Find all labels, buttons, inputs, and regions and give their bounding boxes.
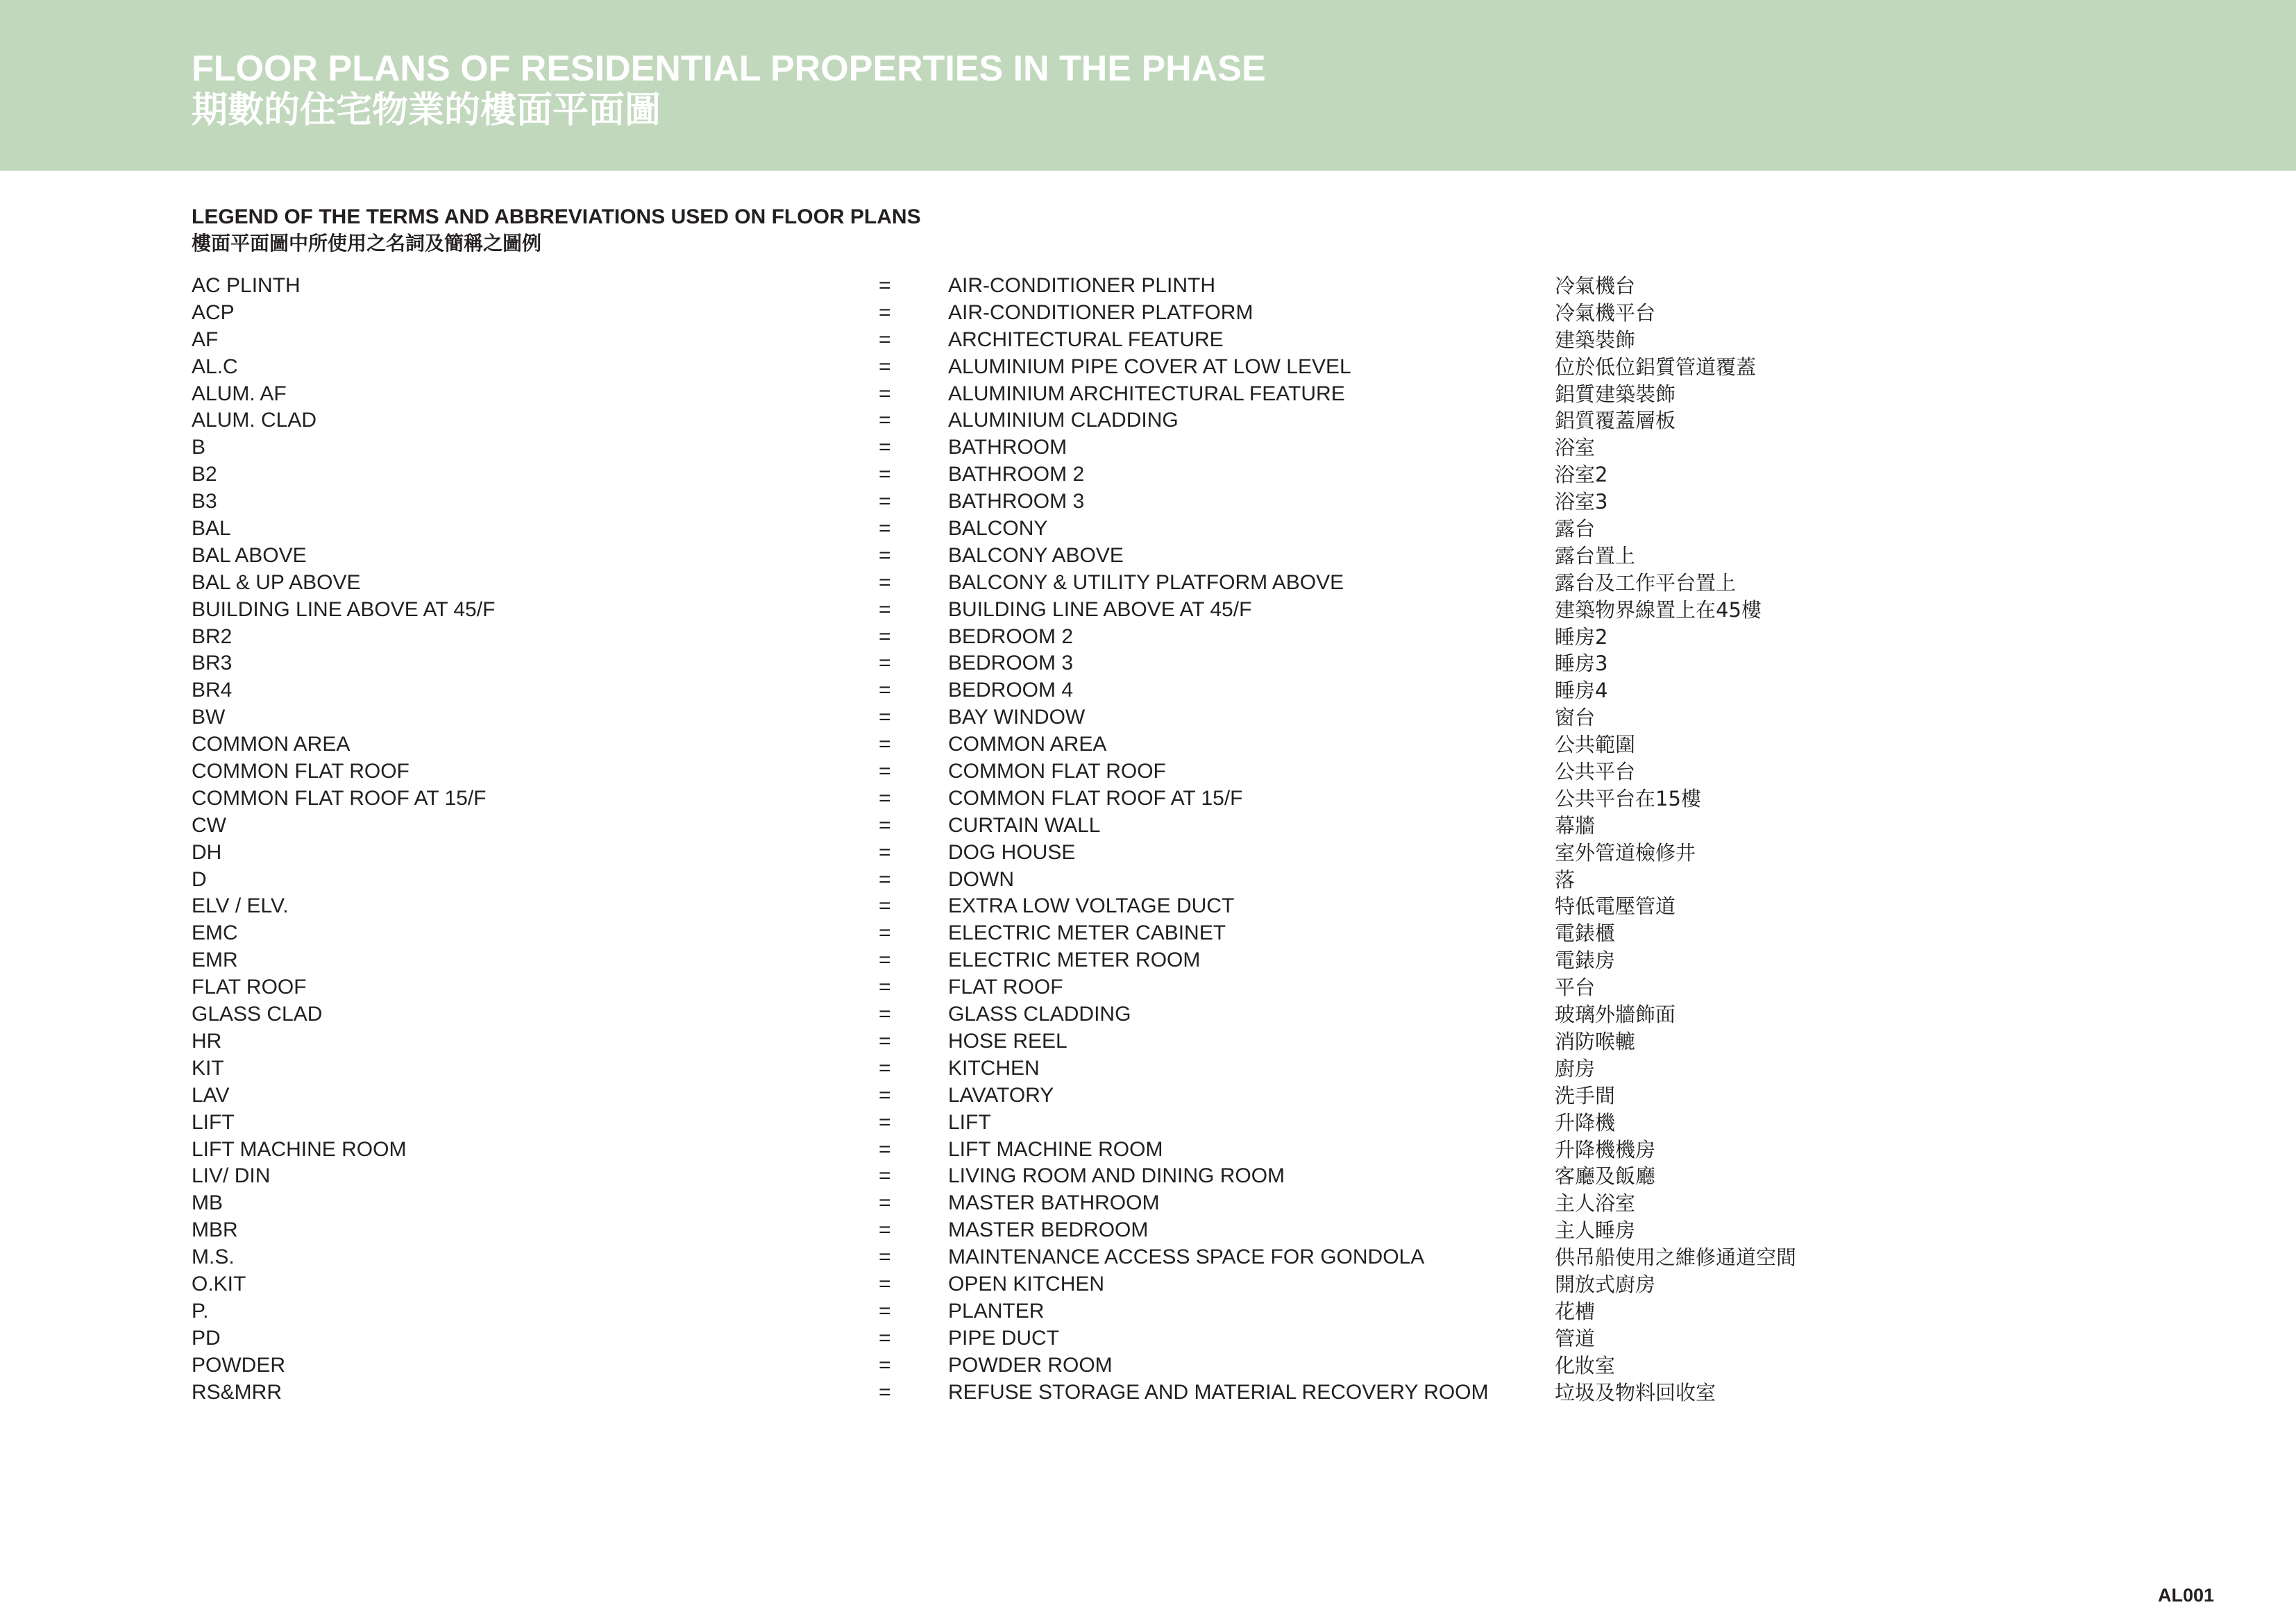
legend-term-english: COMMON FLAT ROOF AT 15/F [948,786,1243,810]
legend-term-english: BUILDING LINE ABOVE AT 45/F [948,597,1252,621]
legend-row [192,434,2204,461]
legend-term-english: CURTAIN WALL [948,813,1101,837]
legend-equals-sign: = [879,679,891,702]
legend-equals-sign: = [879,624,891,648]
legend-term-english: BATHROOM [948,436,1067,459]
legend-row [192,488,2204,516]
legend-equals-sign: = [879,921,891,945]
legend-abbreviation: B [192,436,206,459]
legend-row [192,597,2204,624]
legend-equals-sign: = [879,463,891,486]
legend-term-english: BEDROOM 3 [948,652,1074,675]
legend-row [192,650,2204,677]
legend-term-english: BALCONY & UTILITY PLATFORM ABOVE [948,570,1344,594]
legend-term-english: PIPE DUCT [948,1326,1060,1350]
legend-term-chinese: 室外管道檢修井 [1555,840,1696,865]
legend-term-english: MASTER BATHROOM [948,1191,1160,1215]
legend-row [192,974,2204,1001]
legend-term-english: BEDROOM 4 [948,679,1074,702]
legend-equals-sign: = [879,1299,891,1323]
legend-row [192,1325,2204,1352]
legend-term-chinese: 主人睡房 [1555,1218,1636,1243]
legend-term-chinese: 升降機 [1555,1110,1616,1135]
legend-equals-sign: = [879,840,891,864]
legend-abbreviation: B3 [192,490,217,513]
legend-equals-sign: = [879,409,891,432]
legend-abbreviation: HR [192,1029,222,1053]
legend-equals-sign: = [879,1191,891,1215]
legend-equals-sign: = [879,813,891,837]
legend-term-chinese: 平台 [1555,976,1596,1000]
legend-equals-sign: = [879,543,891,567]
legend-term-english: BATHROOM 3 [948,490,1085,513]
legend-row [192,1110,2204,1137]
legend-abbreviation: D [192,867,207,891]
legend-row [192,813,2204,840]
legend-term-chinese: 垃圾及物料回收室 [1555,1380,1716,1404]
legend-equals-sign: = [879,733,891,756]
legend-term-chinese: 玻璃外牆飾面 [1555,1003,1676,1027]
legend-row [192,1379,2204,1407]
legend-term-chinese: 廚房 [1555,1056,1596,1080]
legend-term-chinese: 睡房4 [1555,679,1608,703]
legend-row [192,1137,2204,1164]
legend-abbreviation: BUILDING LINE ABOVE AT 45/F [192,597,496,621]
legend-heading: LEGEND OF THE TERMS AND ABBREVIATIONS USED ON FLOOR PLANS [192,205,921,228]
legend-term-chinese: 鋁質覆蓋層板 [1555,409,1676,433]
legend-term-english: AIR-CONDITIONER PLINTH [948,274,1216,297]
legend-equals-sign: = [879,652,891,675]
legend-term-chinese: 電錶櫃 [1555,921,1616,946]
legend-term-chinese: 露台及工作平台置上 [1555,570,1737,595]
legend-equals-sign: = [879,1137,891,1161]
legend-row [192,920,2204,947]
legend-equals-sign: = [879,1246,891,1269]
legend-row [192,1082,2204,1110]
legend-term-english: COMMON AREA [948,733,1107,756]
legend-abbreviation: GLASS CLAD [192,1003,323,1026]
legend-abbreviation: M.S. [192,1246,235,1269]
legend-term-chinese: 冷氣機平台 [1555,300,1656,325]
legend-term-chinese: 位於低位鋁質管道覆蓋 [1555,355,1757,379]
legend-abbreviation: BR3 [192,652,233,675]
legend-equals-sign: = [879,1003,891,1026]
legend-abbreviation: EMC [192,921,238,945]
legend-equals-sign: = [879,300,891,324]
legend-abbreviation: P. [192,1299,209,1323]
legend-abbreviation: COMMON FLAT ROOF [192,760,410,783]
legend-term-chinese: 睡房2 [1555,624,1608,649]
legend-equals-sign: = [879,894,891,918]
legend-term-english: DOG HOUSE [948,840,1076,864]
legend-equals-sign: = [879,786,891,810]
legend-abbreviation: CW [192,813,226,837]
legend-term-chinese: 洗手間 [1555,1083,1616,1107]
legend-term-chinese: 建築物界線置上在45樓 [1555,597,1762,622]
legend-term-chinese: 化妝室 [1555,1353,1616,1377]
legend-row [192,543,2204,570]
legend-equals-sign: = [879,382,891,405]
legend-row [192,327,2204,354]
legend-term-chinese: 浴室 [1555,436,1596,460]
legend-abbreviation: LAV [192,1083,230,1107]
legend-abbreviation: BR4 [192,679,233,702]
legend-row [192,893,2204,920]
legend-row [192,624,2204,651]
legend-term-english: KITCHEN [948,1056,1040,1080]
legend-abbreviation: ACP [192,300,235,324]
legend-abbreviation: LIFT MACHINE ROOM [192,1137,407,1161]
legend-row [192,300,2204,327]
legend-row [192,1352,2204,1379]
legend-term-chinese: 公共範圍 [1555,733,1636,757]
legend-term-english: ELECTRIC METER ROOM [948,949,1201,972]
legend-term-chinese: 露台置上 [1555,543,1636,568]
legend-equals-sign: = [879,1029,891,1053]
legend-equals-sign: = [879,570,891,594]
legend-row [192,1190,2204,1217]
legend-equals-sign: = [879,706,891,729]
legend-term-english: ELECTRIC METER CABINET [948,921,1226,945]
legend-equals-sign: = [879,760,891,783]
legend-term-chinese: 電錶房 [1555,949,1616,973]
legend-term-chinese: 落 [1555,867,1576,892]
legend-equals-sign: = [879,436,891,459]
legend-term-english: GLASS CLADDING [948,1003,1131,1026]
legend-equals-sign: = [879,517,891,541]
legend-abbreviation: B2 [192,463,217,486]
legend-row [192,273,2204,300]
legend-abbreviation: BW [192,706,226,729]
legend-row [192,840,2204,867]
legend-term-english: ALUMINIUM ARCHITECTURAL FEATURE [948,382,1345,405]
legend-term-english: PLANTER [948,1299,1045,1323]
legend-term-english: BAY WINDOW [948,706,1086,729]
legend-term-english: LAVATORY [948,1083,1054,1107]
legend-term-english: LIFT [948,1110,991,1134]
legend-term-english: ARCHITECTURAL FEATURE [948,328,1224,351]
legend-term-english: MAINTENANCE ACCESS SPACE FOR GONDOLA [948,1246,1425,1269]
legend-abbreviation: AL.C [192,355,238,378]
legend-row [192,867,2204,894]
legend-abbreviation: BR2 [192,624,233,648]
legend-abbreviation: PD [192,1326,221,1350]
legend-term-chinese: 窗台 [1555,706,1596,730]
legend-abbreviation: ALUM. CLAD [192,409,317,432]
legend-abbreviation: FLAT ROOF [192,976,307,999]
legend-term-chinese: 浴室3 [1555,490,1608,514]
legend-list [192,273,2204,1406]
legend-equals-sign: = [879,597,891,621]
legend-term-chinese: 浴室2 [1555,463,1608,487]
legend-abbreviation: COMMON FLAT ROOF AT 15/F [192,786,487,810]
legend-term-english: MASTER BEDROOM [948,1218,1149,1242]
legend-row [192,407,2204,434]
legend-row [192,785,2204,813]
legend-term-english: EXTRA LOW VOLTAGE DUCT [948,894,1235,918]
legend-row [192,731,2204,758]
legend-abbreviation: AC PLINTH [192,274,301,297]
legend-row [192,1217,2204,1244]
legend-term-chinese: 睡房3 [1555,652,1608,676]
legend-term-english: COMMON FLAT ROOF [948,760,1166,783]
legend-term-chinese: 幕牆 [1555,813,1596,838]
legend-abbreviation: MB [192,1191,223,1215]
page-title: FLOOR PLANS OF RESIDENTIAL PROPERTIES IN THE PHASE [192,49,1266,89]
page-code: AL001 [2157,1585,2214,1606]
legend-term-english: DOWN [948,867,1014,891]
legend-term-english: POWDER ROOM [948,1353,1113,1377]
legend-abbreviation: RS&MRR [192,1380,282,1404]
legend-row [192,677,2204,704]
legend-term-english: AIR-CONDITIONER PLATFORM [948,300,1253,324]
legend-term-chinese: 鋁質建築裝飾 [1555,382,1676,406]
legend-abbreviation: BAL [192,517,231,541]
legend-abbreviation: LIV/ DIN [192,1164,271,1188]
legend-row [192,1028,2204,1055]
legend-equals-sign: = [879,1056,891,1080]
legend-equals-sign: = [879,1218,891,1242]
legend-equals-sign: = [879,490,891,513]
legend-term-chinese: 冷氣機台 [1555,274,1636,298]
legend-abbreviation: LIFT [192,1110,235,1134]
legend-term-chinese: 公共平台在15樓 [1555,786,1701,810]
legend-equals-sign: = [879,1164,891,1188]
legend-heading-chinese: 樓面平面圖中所使用之名詞及簡稱之圖例 [192,232,542,255]
legend-row [192,1163,2204,1190]
legend-abbreviation: POWDER [192,1353,285,1377]
legend-row [192,704,2204,731]
page-title-chinese: 期數的住宅物業的樓面平面圖 [192,90,661,131]
legend-term-chinese: 升降機機房 [1555,1137,1656,1162]
legend-row [192,354,2204,381]
legend-abbreviation: ALUM. AF [192,382,287,405]
legend-term-english: LIVING ROOM AND DINING ROOM [948,1164,1285,1188]
legend-term-chinese: 建築裝飾 [1555,328,1636,352]
legend-equals-sign: = [879,1272,891,1295]
legend-equals-sign: = [879,1083,891,1107]
legend-term-chinese: 管道 [1555,1326,1596,1350]
legend-equals-sign: = [879,1110,891,1134]
legend-term-english: ALUMINIUM CLADDING [948,409,1179,432]
legend-term-english: BALCONY [948,517,1048,541]
legend-row [192,1055,2204,1082]
legend-term-english: REFUSE STORAGE AND MATERIAL RECOVERY ROOM [948,1380,1489,1404]
legend-term-chinese: 公共平台 [1555,760,1636,784]
legend-term-english: OPEN KITCHEN [948,1272,1105,1295]
legend-equals-sign: = [879,1380,891,1404]
legend-term-english: FLAT ROOF [948,976,1063,999]
legend-row [192,758,2204,785]
legend-equals-sign: = [879,949,891,972]
legend-row [192,947,2204,974]
legend-term-chinese: 主人浴室 [1555,1191,1636,1216]
legend-equals-sign: = [879,1326,891,1350]
legend-term-chinese: 花槽 [1555,1299,1596,1323]
legend-abbreviation: ELV / ELV. [192,894,289,918]
legend-abbreviation: EMR [192,949,238,972]
legend-abbreviation: AF [192,328,219,351]
legend-row [192,1244,2204,1271]
legend-row [192,570,2204,597]
legend-term-chinese: 特低電壓管道 [1555,894,1676,919]
legend-term-chinese: 消防喉轆 [1555,1029,1636,1053]
legend-term-english: BEDROOM 2 [948,624,1074,648]
legend-abbreviation: O.KIT [192,1272,246,1295]
legend-equals-sign: = [879,976,891,999]
legend-term-english: HOSE REEL [948,1029,1067,1053]
legend-equals-sign: = [879,867,891,891]
header-banner [0,0,2296,171]
legend-row [192,1298,2204,1325]
legend-row [192,1271,2204,1298]
legend-term-english: ALUMINIUM PIPE COVER AT LOW LEVEL [948,355,1351,378]
legend-row [192,1001,2204,1028]
legend-row [192,516,2204,543]
legend-equals-sign: = [879,274,891,297]
legend-abbreviation: DH [192,840,222,864]
legend-abbreviation: MBR [192,1218,238,1242]
legend-abbreviation: BAL & UP ABOVE [192,570,361,594]
legend-term-chinese: 露台 [1555,517,1596,541]
legend-term-chinese: 開放式廚房 [1555,1272,1656,1296]
legend-term-english: BATHROOM 2 [948,463,1085,486]
legend-term-english: BALCONY ABOVE [948,543,1124,567]
legend-equals-sign: = [879,1353,891,1377]
legend-equals-sign: = [879,328,891,351]
legend-abbreviation: BAL ABOVE [192,543,307,567]
legend-row [192,461,2204,488]
legend-abbreviation: COMMON AREA [192,733,351,756]
legend-row [192,381,2204,408]
legend-term-english: LIFT MACHINE ROOM [948,1137,1163,1161]
legend-equals-sign: = [879,355,891,378]
legend-term-chinese: 供吊船使用之維修通道空間 [1555,1246,1797,1270]
legend-term-chinese: 客廳及飯廳 [1555,1164,1656,1189]
legend-abbreviation: KIT [192,1056,224,1080]
